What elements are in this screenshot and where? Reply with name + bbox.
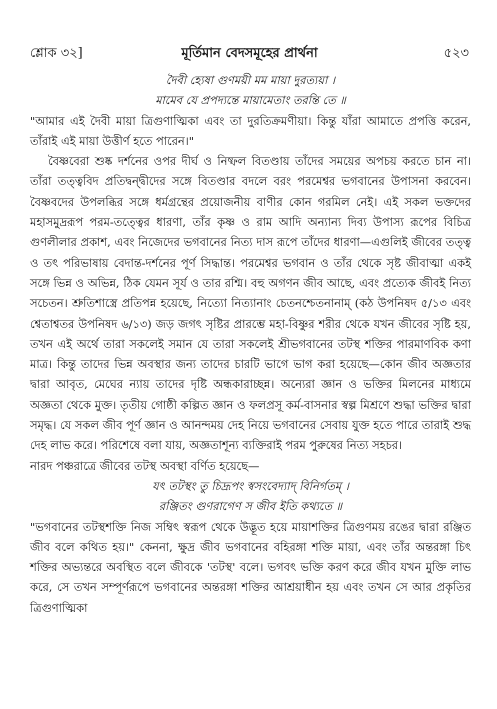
verse-line: মামেব যে প্রপদ্যন্তে মায়ামেতাং তরন্তি তে ॥ xyxy=(155,93,346,108)
verse-line: দৈবী হ্যেষা গুণময়ী মম মায়া দুরত্যয়া । xyxy=(165,73,336,87)
translation-paragraph-2: "ভগবানের তটস্থশক্তি নিজ সম্বিৎ স্বরূপ থেকে উদ্ভূত হয়ে মায়াশক্তির ত্রিগুণময় রঙের দ্বারা রঞ্জিত জীব বলে কথিত হয়।" কেননা, ক্ষুদ্র জীব ভগবানের বহিরঙ্গা শক্তি মায়া, এবং তাঁর অন্তরঙ্গা চিৎ শক্তির অভ্যন্তরে অবস্থিত বলে জীবকে 'তটস্থ' বলে। ভগবৎ ভক্তি করণ করে জীব যখন মুক্তি লাভ করে, সে তখন সম্পূর্ণরূপে ভগবানের অন্তরঙ্গা শক্তির আশ্রয়াধীন হয় এবং তখন সে আর প্রকৃতির ত্রিগুণাত্মিকা xyxy=(30,519,471,615)
translation-paragraph: "আমার এই দৈবী মায়া ত্রিগুণাত্মিকা এবং তা দুরতিক্রমণীয়া। কিন্তু যাঁরা আমাতে প্রপত্তি করেন, তাঁরাই এই মায়া উত্তীর্ণ হতে পারেন।" xyxy=(30,113,471,148)
sanskrit-verse-2 xyxy=(30,476,471,517)
commentary-paragraph: বৈষ্ণবেরা শুষ্ক দর্শনের ওপর দীর্ঘ ও নিষ্ফল বিতণ্ডায় তাঁদের সময়ের অপচয় করতে চান না। তাঁরা তত্ত্ববিদ প্রতিদ্বন্দ্বীদের সঙ্গে বিতণ্ডার বদলে বরং পরমেশ্বর ভগবানের উপাসনা করবেন। বৈষ্ণবদের উপলব্ধির সঙ্গে ধর্মগ্রন্থের প্রয়োজনীয় বাণীর কোন গরমিল নেই। এই সকল ভক্তদের মহাসমুদ্ররূপ পরম-তত্ত্বের ধারণা, তাঁর কৃষ্ণ ও রাম আদি অন্যান্য দিব্য উপাস্য রূপের বিচিত্র গুণলীলার প্রকাশ, এবং নিজেদের ভগবানের নিত্য দাস রূপে তাঁদের ধারণা—এগুলিই জীবের তত্ত্ব ও তৎ পরিভাষায় বেদান্ত-দর্শনের পূর্ণ সিদ্ধান্ত। পরমেশ্বর ভগবান ও তাঁর থেকে সৃষ্ট জীবাত্মা একই সঙ্গে ভিন্ন ও অভিন্ন, ঠিক যেমন সূর্য ও তার রশ্মি। বহু অগণন জীব আছে, এবং প্রত্যেক জীবই নিত্য সচেতন। শ্রুতিশাস্ত্রে প্রতিপন্ন হয়েছে, নিত্যো নিত্যানাং চেতনশ্চেতনানাম্ (কঠ উপনিষদ ৫/১৩ এবং শ্বেতাশ্বতর উপনিষদ ৬/১৩) জড় জগৎ সৃষ্টির প্রারম্ভে মহা-বিষ্ণুর শরীর থেকে যখন জীবের সৃষ্টি হয়, তখন এই অর্থে তারা সকলেই সমান যে তারা সকলেই শ্রীভগবানের তটস্থ শক্তির পারমাণবিক কণা মাত্র। কিন্তু তাদের ভিন্ন অবস্থার জন্য তাদের চারটি ভাগে ভাগ করা হয়েছে—কোন জীব অজ্ঞতার দ্বারা আবৃত, মেঘের ন্যায় তাদের দৃষ্টি অন্ধকারাচ্ছন্ন। অন্যেরা জ্ঞান ও ভক্তির মিলনের মাধ্যমে অজ্ঞতা থেকে মুক্ত। তৃতীয় গোষ্ঠী কল্পিত জ্ঞান ও ফলপ্রসূ কর্ম-বাসনার স্বল্প মিশ্রণে শুদ্ধা ভক্তির দ্বারা সমৃদ্ধ। যে সকল জীব পূর্ণ জ্ঞান ও আনন্দময় দেহ নিয়ে ভগবানের সেবায় যুক্ত হতে পারে তারাই শুদ্ধ দেহ লাভ করে। পরিশেষে বলা যায়, অজ্ঞতাশূন্য ব্যক্তিরাই পরম পুরুষের নিত্য সহচর। xyxy=(30,154,471,453)
page-header xyxy=(30,44,469,62)
page-body xyxy=(30,70,471,618)
sanskrit-verse-1 xyxy=(30,70,471,111)
citation-intro: নারদ পঞ্চরাত্রে জীবের তটস্থ অবস্থা বর্ণিত হয়েছে— xyxy=(30,458,260,473)
chapter-title: মূর্তিমান বেদসমূহের প্রার্থনা xyxy=(181,46,318,61)
verse-reference: শ্লোক ৩২] xyxy=(30,46,83,61)
verse-line: যৎ তটস্থং তু চিদ্রূপং স্বসংবেদ্যাদ্ বিনির্গতম্ । xyxy=(152,478,349,493)
verse-line: রঞ্জিতং গুণরাগেণ স জীব ইতি কথ্যতে ॥ xyxy=(158,499,343,514)
page-number: ৫২৩ xyxy=(443,46,469,61)
